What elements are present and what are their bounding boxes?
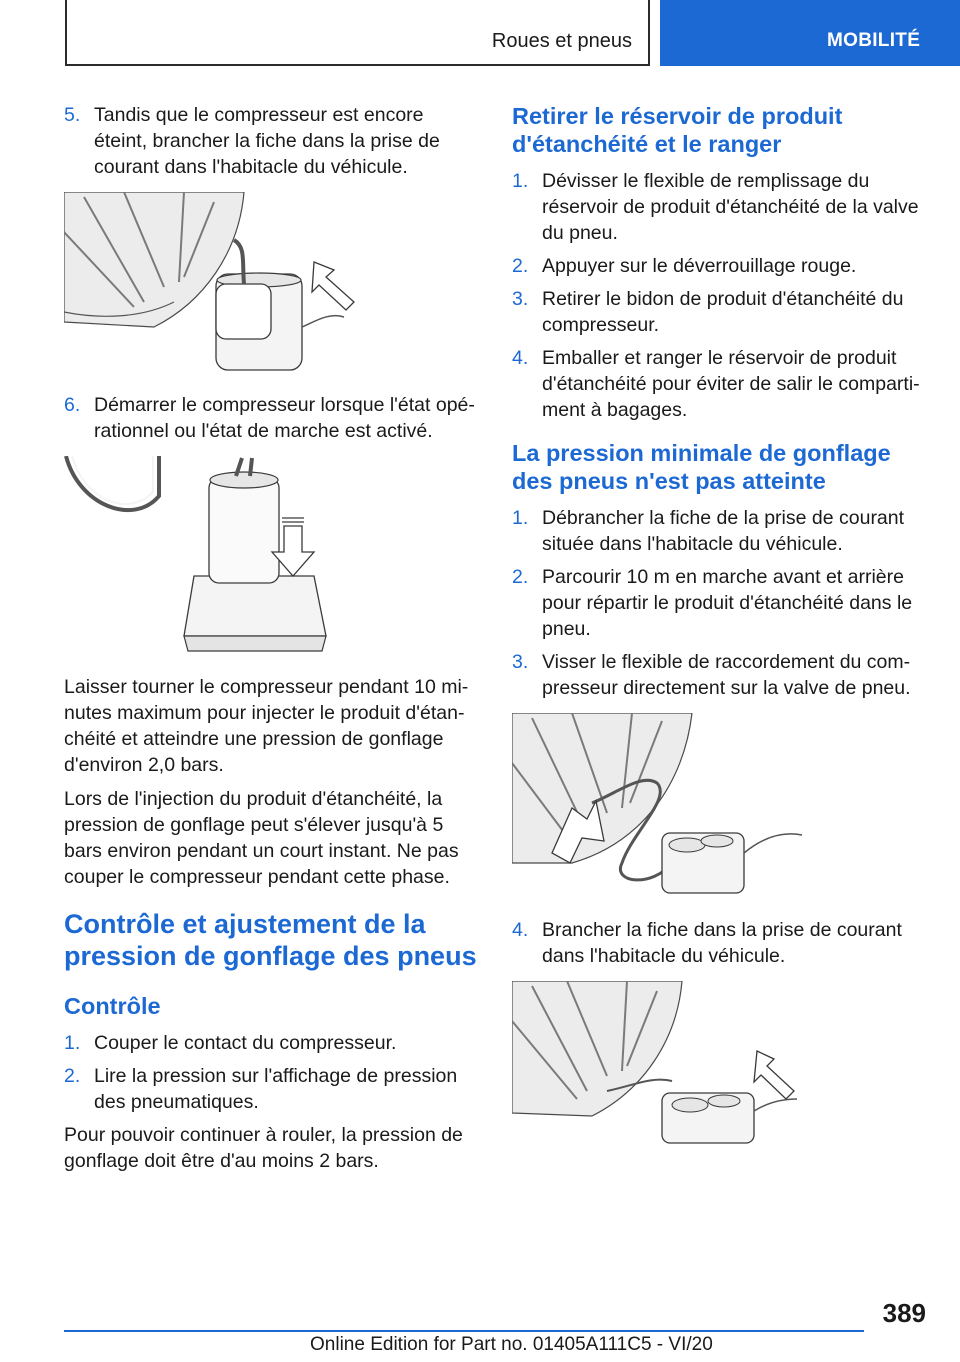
- step-number: 5.: [64, 104, 81, 126]
- list-item: [512, 917, 924, 969]
- paragraph-duration: Laisser tourner le compresseur pendant 10 minutes maximum pour injecter le produit d'étanchéité et atteindre une pression de gonflage d'environ 2,0 bars.: [64, 676, 469, 776]
- step-number: 2.: [512, 566, 529, 588]
- step-text: Appuyer sur le déverrouillage rouge.: [542, 255, 857, 277]
- step-text: Retirer le bidon de produit d'étanchéité du compresseur.: [542, 288, 904, 336]
- list-item: [512, 253, 924, 279]
- step-number: 2.: [64, 1065, 81, 1087]
- step-text: Tandis que le compresseur est encore éteint, brancher la fiche dans la prise de courant dans l'habitacle du véhicule.: [94, 104, 440, 178]
- header-section-title: Roues et pneus: [491, 30, 632, 52]
- list-item: [512, 345, 924, 423]
- step-text: Emballer et ranger le réservoir de produit d'étanchéité pour éviter de salir le compartiment à bagages.: [542, 347, 920, 421]
- header-section-box: [65, 0, 650, 66]
- step-text: Parcourir 10 m en marche avant et arrière pour répartir le produit d'étanchéité dans le pneu.: [542, 566, 913, 640]
- step-text: Couper le contact du compresseur.: [94, 1032, 397, 1054]
- step-number: 2.: [512, 255, 529, 277]
- steps-list-min-pressure: [512, 505, 924, 701]
- list-item: [512, 286, 924, 338]
- list-item: [64, 1030, 480, 1056]
- step-text: Brancher la fiche dans la prise de courant dans l'habitacle du véhicule.: [542, 919, 902, 967]
- page-number: 389: [882, 1298, 926, 1328]
- step-number: 4.: [512, 347, 529, 369]
- footer-divider: [64, 1330, 864, 1332]
- right-column: [512, 102, 924, 1165]
- steps-list-plug: [512, 917, 924, 969]
- subsection-heading-remove-reservoir: Retirer le réservoir de produit d'étanchéité et le ranger: [512, 103, 843, 157]
- step-text: Démarrer le compresseur lorsque l'état opérationnel ou l'état de marche est activé.: [94, 394, 475, 442]
- step-number: 6.: [64, 394, 81, 416]
- steps-list-a: [64, 102, 480, 180]
- list-item: [512, 168, 924, 246]
- list-item: [512, 564, 924, 642]
- header-chapter-label: MOBILITÉ: [827, 30, 921, 51]
- step-text: Visser le flexible de raccordement du compresseur directement sur la valve de pneu.: [542, 651, 911, 699]
- list-item: [64, 1063, 480, 1115]
- valve-hose-illustration: [512, 713, 812, 903]
- list-item: [512, 505, 924, 557]
- step-number: 1.: [512, 170, 529, 192]
- paragraph-pressure-peak: Lors de l'injection du produit d'étanchéité, la pression de gonflage peut s'élever jusqu'à 5 bars environ pendant un court instant. Ne pas couper le compresseur pendant cette phase.: [64, 788, 459, 888]
- footer-edition: Online Edition for Part no. 01405A111C5 - VI/20: [310, 1334, 713, 1355]
- step-text: Lire la pression sur l'affichage de pression des pneumatiques.: [94, 1065, 458, 1113]
- left-column: [64, 102, 480, 1182]
- steps-list-c: [64, 1030, 480, 1115]
- step-number: 3.: [512, 651, 529, 673]
- subsection-heading-check: Contrôle: [64, 993, 161, 1019]
- list-item: [64, 102, 480, 180]
- step-text: Débrancher la fiche de la prise de courant située dans l'habitacle du véhicule.: [542, 507, 905, 555]
- steps-list-b: [64, 392, 480, 444]
- paragraph-min-pressure: Pour pouvoir continuer à rouler, la pression de gonflage doit être d'au moins 2 bars.: [64, 1124, 463, 1172]
- list-item: [512, 649, 924, 701]
- list-item: [64, 392, 480, 444]
- header-chapter-tab: [660, 0, 960, 66]
- step-number: 1.: [512, 507, 529, 529]
- steps-list-remove: [512, 168, 924, 423]
- section-heading-check-adjust: Contrôle et ajustement de la pression de gonflage des pneus: [64, 909, 477, 971]
- compressor-plug-illustration-2: [512, 981, 812, 1151]
- step-number: 3.: [512, 288, 529, 310]
- compressor-plug-illustration: [64, 192, 364, 378]
- step-number: 1.: [64, 1032, 81, 1054]
- step-text: Dévisser le flexible de remplissage du réservoir de produit d'étanchéité de la valve du pneu.: [542, 170, 919, 244]
- subsection-heading-min-pressure: La pression minimale de gonflage des pneus n'est pas atteinte: [512, 440, 891, 494]
- compressor-switch-illustration: [64, 456, 364, 656]
- step-number: 4.: [512, 919, 529, 941]
